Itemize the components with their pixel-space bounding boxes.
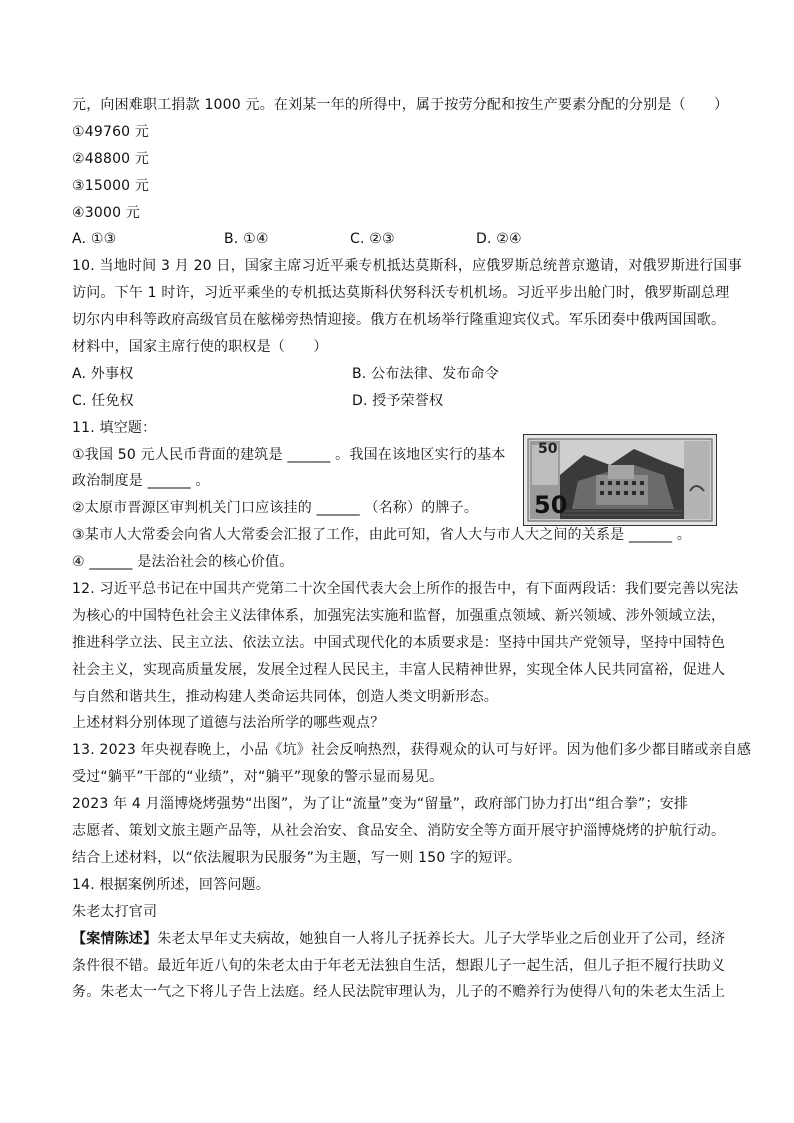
- q13-line-1: 13. 2023 年央视春晚上，小品《坑》社会反响热烈，获得观众的认可与好评。因为他们多少都目睹或亲自感: [72, 742, 752, 759]
- q13-line-4: 志愿者、策划文旅主题产品等，从社会治安、食品安全、消防安全等方面开展守护淄博烧烤的护航行动。: [72, 823, 726, 840]
- q10-option-d: D. 授予荣誉权: [352, 392, 444, 409]
- q9-item-4: ④3000 元: [72, 204, 141, 221]
- q10-line-1: 10. 当地时间 3 月 20 日，国家主席习近平乘专机抵达莫斯科，应俄罗斯总统普京邀请，对俄罗斯进行国事: [72, 258, 742, 275]
- q10-option-c: C. 任免权: [72, 392, 134, 409]
- q12-line-4: 社会主义，实现高质量发展，发展全过程人民民主，丰富人民精神世界，实现全体人民共同富裕，促进人: [72, 661, 726, 678]
- q11-blank-4: ④ ______ 是法治社会的核心价值。: [72, 554, 294, 571]
- q10-line-3: 切尔内申科等政府高级官员在舷梯旁热情迎接。俄方在机场举行隆重迎宾仪式。军乐团奏中俄两国国歌。: [72, 312, 726, 329]
- q10-line-4: 材料中，国家主席行使的职权是（ ）: [72, 339, 328, 356]
- q11-blank-1-cont: 政治制度是 ______ 。: [72, 473, 210, 490]
- q9-option-c: C. ②③: [350, 231, 395, 248]
- q13-line-3: 2023 年 4 月淄博烧烤强势“出图”，为了让“流量”变为“留量”，政府部门协力打出“组合拳”；安排: [72, 796, 689, 813]
- q9-option-d: D. ②④: [476, 231, 522, 248]
- q12-line-1: 12. 习近平总书记在中国共产党第二十次全国代表大会上所作的报告中，有下面两段话：我们要完善以宪法: [72, 581, 739, 598]
- q13-question: 结合上述材料，以“依法履职为民服务”为主题，写一则 150 字的短评。: [72, 849, 522, 866]
- banknote-image: [523, 434, 717, 526]
- q9-item-3: ③15000 元: [72, 177, 150, 194]
- q10-option-b: B. 公布法律、发布命令: [352, 365, 499, 382]
- q11-title: 11. 填空题：: [72, 419, 157, 436]
- q12-question: 上述材料分别体现了道德与法治所学的哪些观点？: [72, 715, 385, 732]
- q14-case-text-1: 朱老太早年丈夫病故，她独自一人将儿子抚养长大。儿子大学毕业之后创业开了公司，经济: [157, 930, 726, 947]
- banknote-denomination-top: 50: [538, 441, 558, 457]
- q14-case-line-2: 条件很不错。最近年近八旬的朱老太由于年老无法独自生活，想跟儿子一起生活，但儿子拒不履行扶助义: [72, 957, 726, 974]
- q11-blank-1: ①我国 50 元人民币背面的建筑是 ______ 。我国在该地区实行的基本: [72, 446, 506, 463]
- q14-case-label: 【案情陈述】: [72, 930, 158, 947]
- q12-line-3: 推进科学立法、民主立法、依法立法。中国式现代化的本质要求是：坚持中国共产党领导，坚持中国特色: [72, 634, 726, 651]
- q12-line-5: 与自然和谐共生，推动构建人类命运共同体，创造人类文明新形态。: [72, 688, 498, 705]
- q14-title: 14. 根据案例所述，回答问题。: [72, 876, 270, 893]
- q10-options-row-1: [72, 361, 722, 388]
- q9-options: [72, 226, 722, 253]
- q14-case-title: 朱老太打官司: [72, 903, 158, 920]
- q11-blank-3: ③某市人大常委会向省人大常委会汇报了工作，由此可知，省人大与市人大之间的关系是 ______ 。: [72, 527, 692, 544]
- q10-options-row-2: [72, 388, 722, 415]
- q14-case-line-3: 务。朱老太一气之下将儿子告上法庭。经人民法院审理认为，儿子的不赡养行为使得八旬的朱老太生活上: [72, 984, 726, 1001]
- q10-option-a: A. 外事权: [72, 365, 134, 382]
- q10-line-2: 访问。下午 1 时许，习近平乘坐的专机抵达莫斯科伏努科沃专机机场。习近平步出舱门时，俄罗斯副总理: [72, 285, 730, 302]
- q14-case-line-1: [72, 926, 726, 953]
- exam-page: [72, 92, 752, 1006]
- banknote-denomination-bottom: 50: [534, 491, 568, 519]
- q11-blank-2: ②太原市晋源区审判机关门口应该挂的 ______ （名称）的牌子。: [72, 500, 479, 517]
- q13-line-2: 受过“躺平”干部的“业绩”，对“躺平”现象的警示显而易见。: [72, 769, 444, 786]
- q9-item-1: ①49760 元: [72, 123, 150, 140]
- q9-item-2: ②48800 元: [72, 150, 150, 167]
- q9-option-a: A. ①③: [72, 231, 117, 248]
- q12-line-2: 为核心的中国特色社会主义法律体系，加强宪法实施和监督，加强重点领域、新兴领域、涉外领域立法，: [72, 607, 726, 624]
- q9-option-b: B. ①④: [224, 231, 269, 248]
- q9-question-tail: 元，向困难职工捐款 1000 元。在刘某一年的所得中，属于按劳分配和按生产要素分配的分别是（ ）: [72, 97, 729, 113]
